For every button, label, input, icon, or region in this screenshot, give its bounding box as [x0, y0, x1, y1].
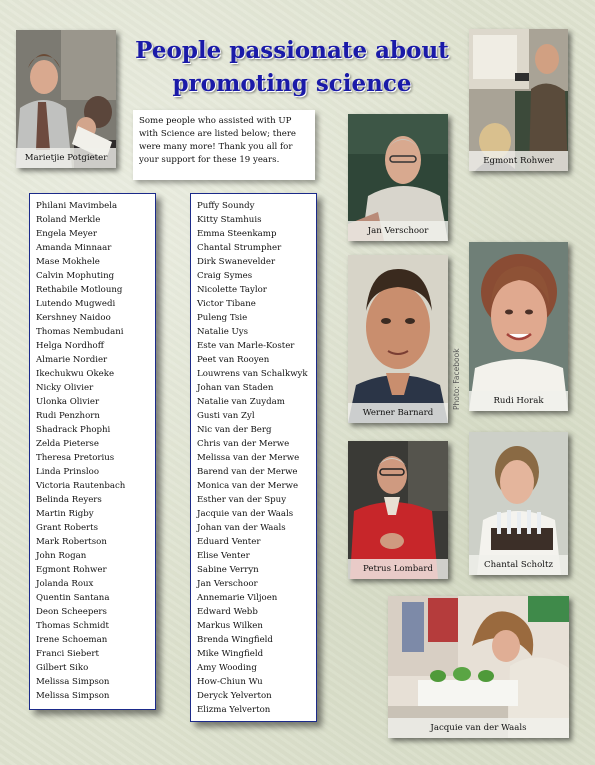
- name-list-item: Nicky Olivier: [36, 383, 94, 393]
- name-list-item: Mike Wingfield: [197, 649, 264, 659]
- photo-chantal-scholtz: [469, 432, 568, 575]
- name-list-item: Rudi Penzhorn: [36, 411, 100, 421]
- name-list-item: Eduard Venter: [197, 537, 261, 547]
- name-list-item: Chris van der Merwe: [197, 439, 290, 449]
- photo-caption: Werner Barnard: [348, 403, 448, 423]
- name-list-item: Elizma Yelverton: [197, 705, 271, 715]
- photo-caption: Petrus Lombard: [348, 559, 448, 579]
- name-list-item: Markus Wilken: [197, 621, 263, 631]
- name-list-item: Annemarie Viljoen: [197, 593, 278, 603]
- name-list-item: Craig Symes: [197, 271, 253, 281]
- name-list-item: Thomas Nembudani: [36, 327, 124, 337]
- name-list-item: Louwrens van Schalkwyk: [197, 369, 308, 379]
- name-list-item: How-Chiun Wu: [197, 677, 263, 687]
- name-list-item: Brenda Wingfield: [197, 635, 273, 645]
- name-list-item: Chantal Strumpher: [197, 243, 282, 253]
- name-list-item: Elise Venter: [197, 551, 250, 561]
- photo-caption: Chantal Scholtz: [469, 555, 568, 575]
- photo-caption: Jacquie van der Waals: [388, 718, 569, 738]
- name-list-item: Victor Tibane: [197, 299, 256, 309]
- name-list-item: Edward Webb: [197, 607, 258, 617]
- name-list-item: Johan van Staden: [197, 383, 274, 393]
- name-list-item: John Rogan: [36, 551, 87, 561]
- name-list-item: Nicolette Taylor: [197, 285, 267, 295]
- photo-caption: Marietjie Potgieter: [16, 148, 116, 168]
- name-list-item: Melissa van der Merwe: [197, 453, 300, 463]
- names-list-right: [190, 193, 317, 722]
- photo-jan-verschoor: [348, 114, 448, 241]
- name-list-item: Jan Verschoor: [197, 579, 258, 589]
- name-list-item: Johan van der Waals: [197, 523, 286, 533]
- name-list-item: Irene Schoeman: [36, 635, 108, 645]
- name-list-item: Egmont Rohwer: [36, 565, 107, 575]
- photo-jacquie-van-der-waals: [388, 596, 569, 738]
- photo-caption: Egmont Rohwer: [469, 151, 568, 171]
- name-list-item: Franci Siebert: [36, 649, 99, 659]
- page-title: [122, 34, 462, 100]
- portrait-image: [469, 242, 568, 411]
- name-list-item: Deon Scheepers: [36, 607, 107, 617]
- name-list-item: Amy Wooding: [197, 663, 257, 673]
- name-list-item: Martin Rigby: [36, 509, 94, 519]
- photo-caption: Jan Verschoor: [348, 221, 448, 241]
- intro-text: Some people who assisted with UP with Science are listed below; there were many more! Thank you all for your support for these 19 years.: [133, 110, 315, 180]
- title-line-1: People passionate about: [135, 37, 449, 64]
- names-list-left: [29, 193, 156, 710]
- name-list-item: Zelda Pieterse: [36, 439, 99, 449]
- name-list-item: Thomas Schmidt: [36, 621, 109, 631]
- name-list-item: Theresa Pretorius: [36, 453, 115, 463]
- photo-rudi-horak: [469, 242, 568, 411]
- name-list-item: Shadrack Phophi: [36, 425, 111, 435]
- name-list-item: Melissa Simpson: [36, 691, 110, 701]
- photo-credit: Photo: Facebook: [452, 348, 461, 410]
- name-list-item: Gusti van Zyl: [197, 411, 255, 421]
- name-list-item: Deryck Yelverton: [197, 691, 272, 701]
- name-list-item: Mase Mokhele: [36, 257, 100, 267]
- name-list-item: Gilbert Siko: [36, 663, 89, 673]
- name-list-item: Natalie van Zuydam: [197, 397, 285, 407]
- name-list-item: Amanda Minnaar: [36, 243, 112, 253]
- name-list-item: Jacquie van der Waals: [197, 509, 294, 519]
- name-list-item: Ikechukwu Okeke: [36, 369, 115, 379]
- photo-marietjie-potgieter: [16, 30, 116, 168]
- name-list-item: Engela Meyer: [36, 229, 97, 239]
- name-list-item: Melissa Simpson: [36, 677, 110, 687]
- portrait-image: [469, 432, 568, 575]
- portrait-image: [388, 596, 569, 738]
- name-list-item: Kershney Naidoo: [36, 313, 111, 323]
- name-list-item: Linda Prinsloo: [36, 467, 100, 477]
- name-list-item: Dirk Swanevelder: [197, 257, 276, 267]
- name-list-item: Roland Merkle: [36, 215, 101, 225]
- photo-werner-barnard: [348, 255, 448, 423]
- name-list-item: Rethabile Motloung: [36, 285, 123, 295]
- name-list-item: Ulonka Olivier: [36, 397, 100, 407]
- name-list-item: Este van Marle-Koster: [197, 341, 295, 351]
- photo-egmont-rohwer: [469, 29, 568, 171]
- name-list-item: Helga Nordhoff: [36, 341, 104, 351]
- photo-caption: Rudi Horak: [469, 391, 568, 411]
- name-list-item: Jolanda Roux: [36, 579, 94, 589]
- photo-petrus-lombard: [348, 441, 448, 579]
- name-list-item: Lutendo Mugwedi: [36, 299, 116, 309]
- name-list-item: Almarie Nordier: [36, 355, 108, 365]
- name-list-item: Grant Roberts: [36, 523, 99, 533]
- name-list-item: Belinda Reyers: [36, 495, 102, 505]
- name-list-item: Emma Steenkamp: [197, 229, 277, 239]
- portrait-image: [348, 255, 448, 423]
- name-list-item: Barend van der Merwe: [197, 467, 298, 477]
- name-list-item: Monica van der Merwe: [197, 481, 299, 491]
- name-list-item: Puleng Tsie: [197, 313, 248, 323]
- portrait-image: [469, 29, 568, 171]
- name-list-item: Philani Mavimbela: [36, 201, 118, 211]
- name-list-item: Esther van der Spuy: [197, 495, 287, 505]
- name-list-item: Natalie Uys: [197, 327, 249, 337]
- title-line-2: promoting science: [172, 70, 412, 97]
- name-list-item: Quentin Santana: [36, 593, 110, 603]
- name-list-item: Kitty Stamhuis: [197, 215, 262, 225]
- name-list-item: Nic van der Berg: [197, 425, 272, 435]
- name-list-item: Puffy Soundy: [197, 201, 255, 211]
- name-list-item: Mark Robertson: [36, 537, 107, 547]
- name-list-item: Sabine Verryn: [197, 565, 259, 575]
- name-list-item: Calvin Mophuting: [36, 271, 115, 281]
- name-list-item: Peet van Rooyen: [197, 355, 270, 365]
- name-list-item: Victoria Rautenbach: [36, 481, 126, 491]
